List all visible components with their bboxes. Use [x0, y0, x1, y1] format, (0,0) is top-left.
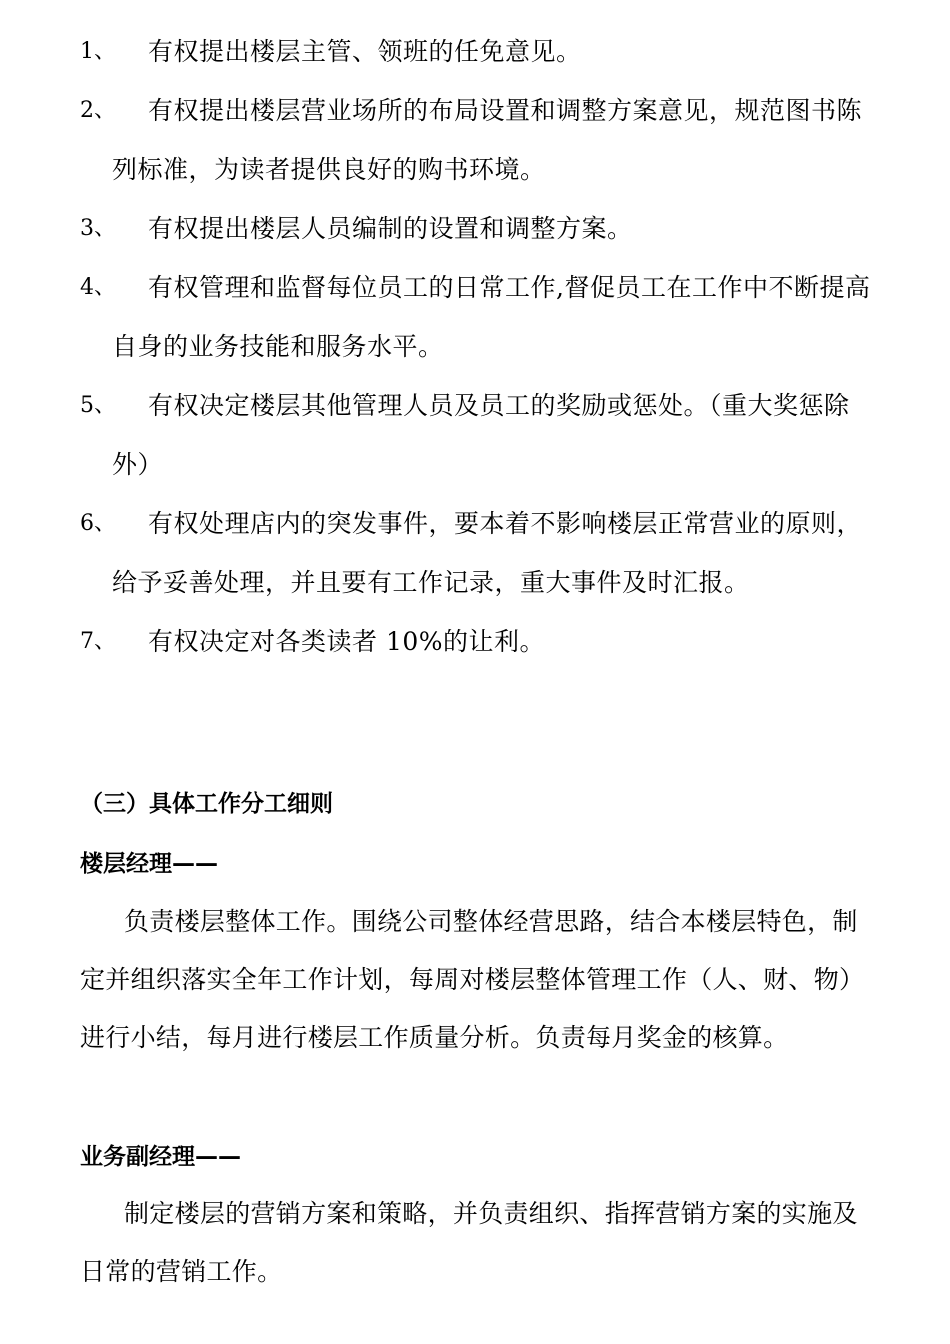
list-item — [80, 81, 880, 199]
item-number: 4、 — [80, 275, 116, 300]
section-title: （三）具体工作分工细则 — [80, 791, 333, 817]
item-text: 有权管理和监督每位员工的日常工作,督促员工在工作中不断提高自身的业务技能和服务水平。 — [112, 273, 871, 361]
item-text: 有权处理店内的突发事件，要本着不影响楼层正常营业的原则，给予妥善处理，并且要有工作记录，重大事件及时汇报。 — [112, 509, 863, 597]
item-text: 有权决定楼层其他管理人员及员工的奖励或惩处。（重大奖惩除外） — [112, 391, 850, 479]
item-number: 7、 — [80, 629, 116, 654]
role-description-floor-manager: 负责楼层整体工作。围绕公司整体经营思路，结合本楼层特色，制定并组织落实全年工作计划，每周对楼层整体管理工作（人、财、物）进行小结，每月进行楼层工作质量分析。负责每月奖金的核算。 — [80, 907, 865, 1052]
item-text: 有权决定对各类读者 10%的让利。 — [148, 627, 546, 656]
role-title-deputy-manager: 业务副经理—— — [80, 1144, 241, 1170]
list-item — [80, 258, 880, 376]
role-title-floor-manager: 楼层经理—— — [80, 851, 218, 877]
list-item — [80, 199, 880, 258]
item-number: 1、 — [80, 39, 116, 64]
item-text: 有权提出楼层人员编制的设置和调整方案。 — [148, 214, 633, 243]
list-item — [80, 376, 880, 494]
item-number: 2、 — [80, 98, 116, 123]
item-number: 3、 — [80, 216, 116, 241]
role-description-deputy-manager: 制定楼层的营销方案和策略，并负责组织、指挥营销方案的实施及日常的营销工作。 — [80, 1199, 858, 1286]
list-item — [80, 612, 880, 671]
item-number: 6、 — [80, 511, 116, 536]
list-item — [80, 22, 880, 81]
authority-list — [80, 22, 880, 671]
item-text: 有权提出楼层营业场所的布局设置和调整方案意见，规范图书陈列标准，为读者提供良好的购书环境。 — [112, 96, 863, 184]
item-text: 有权提出楼层主管、领班的任免意见。 — [148, 37, 582, 66]
list-item — [80, 494, 880, 612]
item-number: 5、 — [80, 393, 116, 418]
